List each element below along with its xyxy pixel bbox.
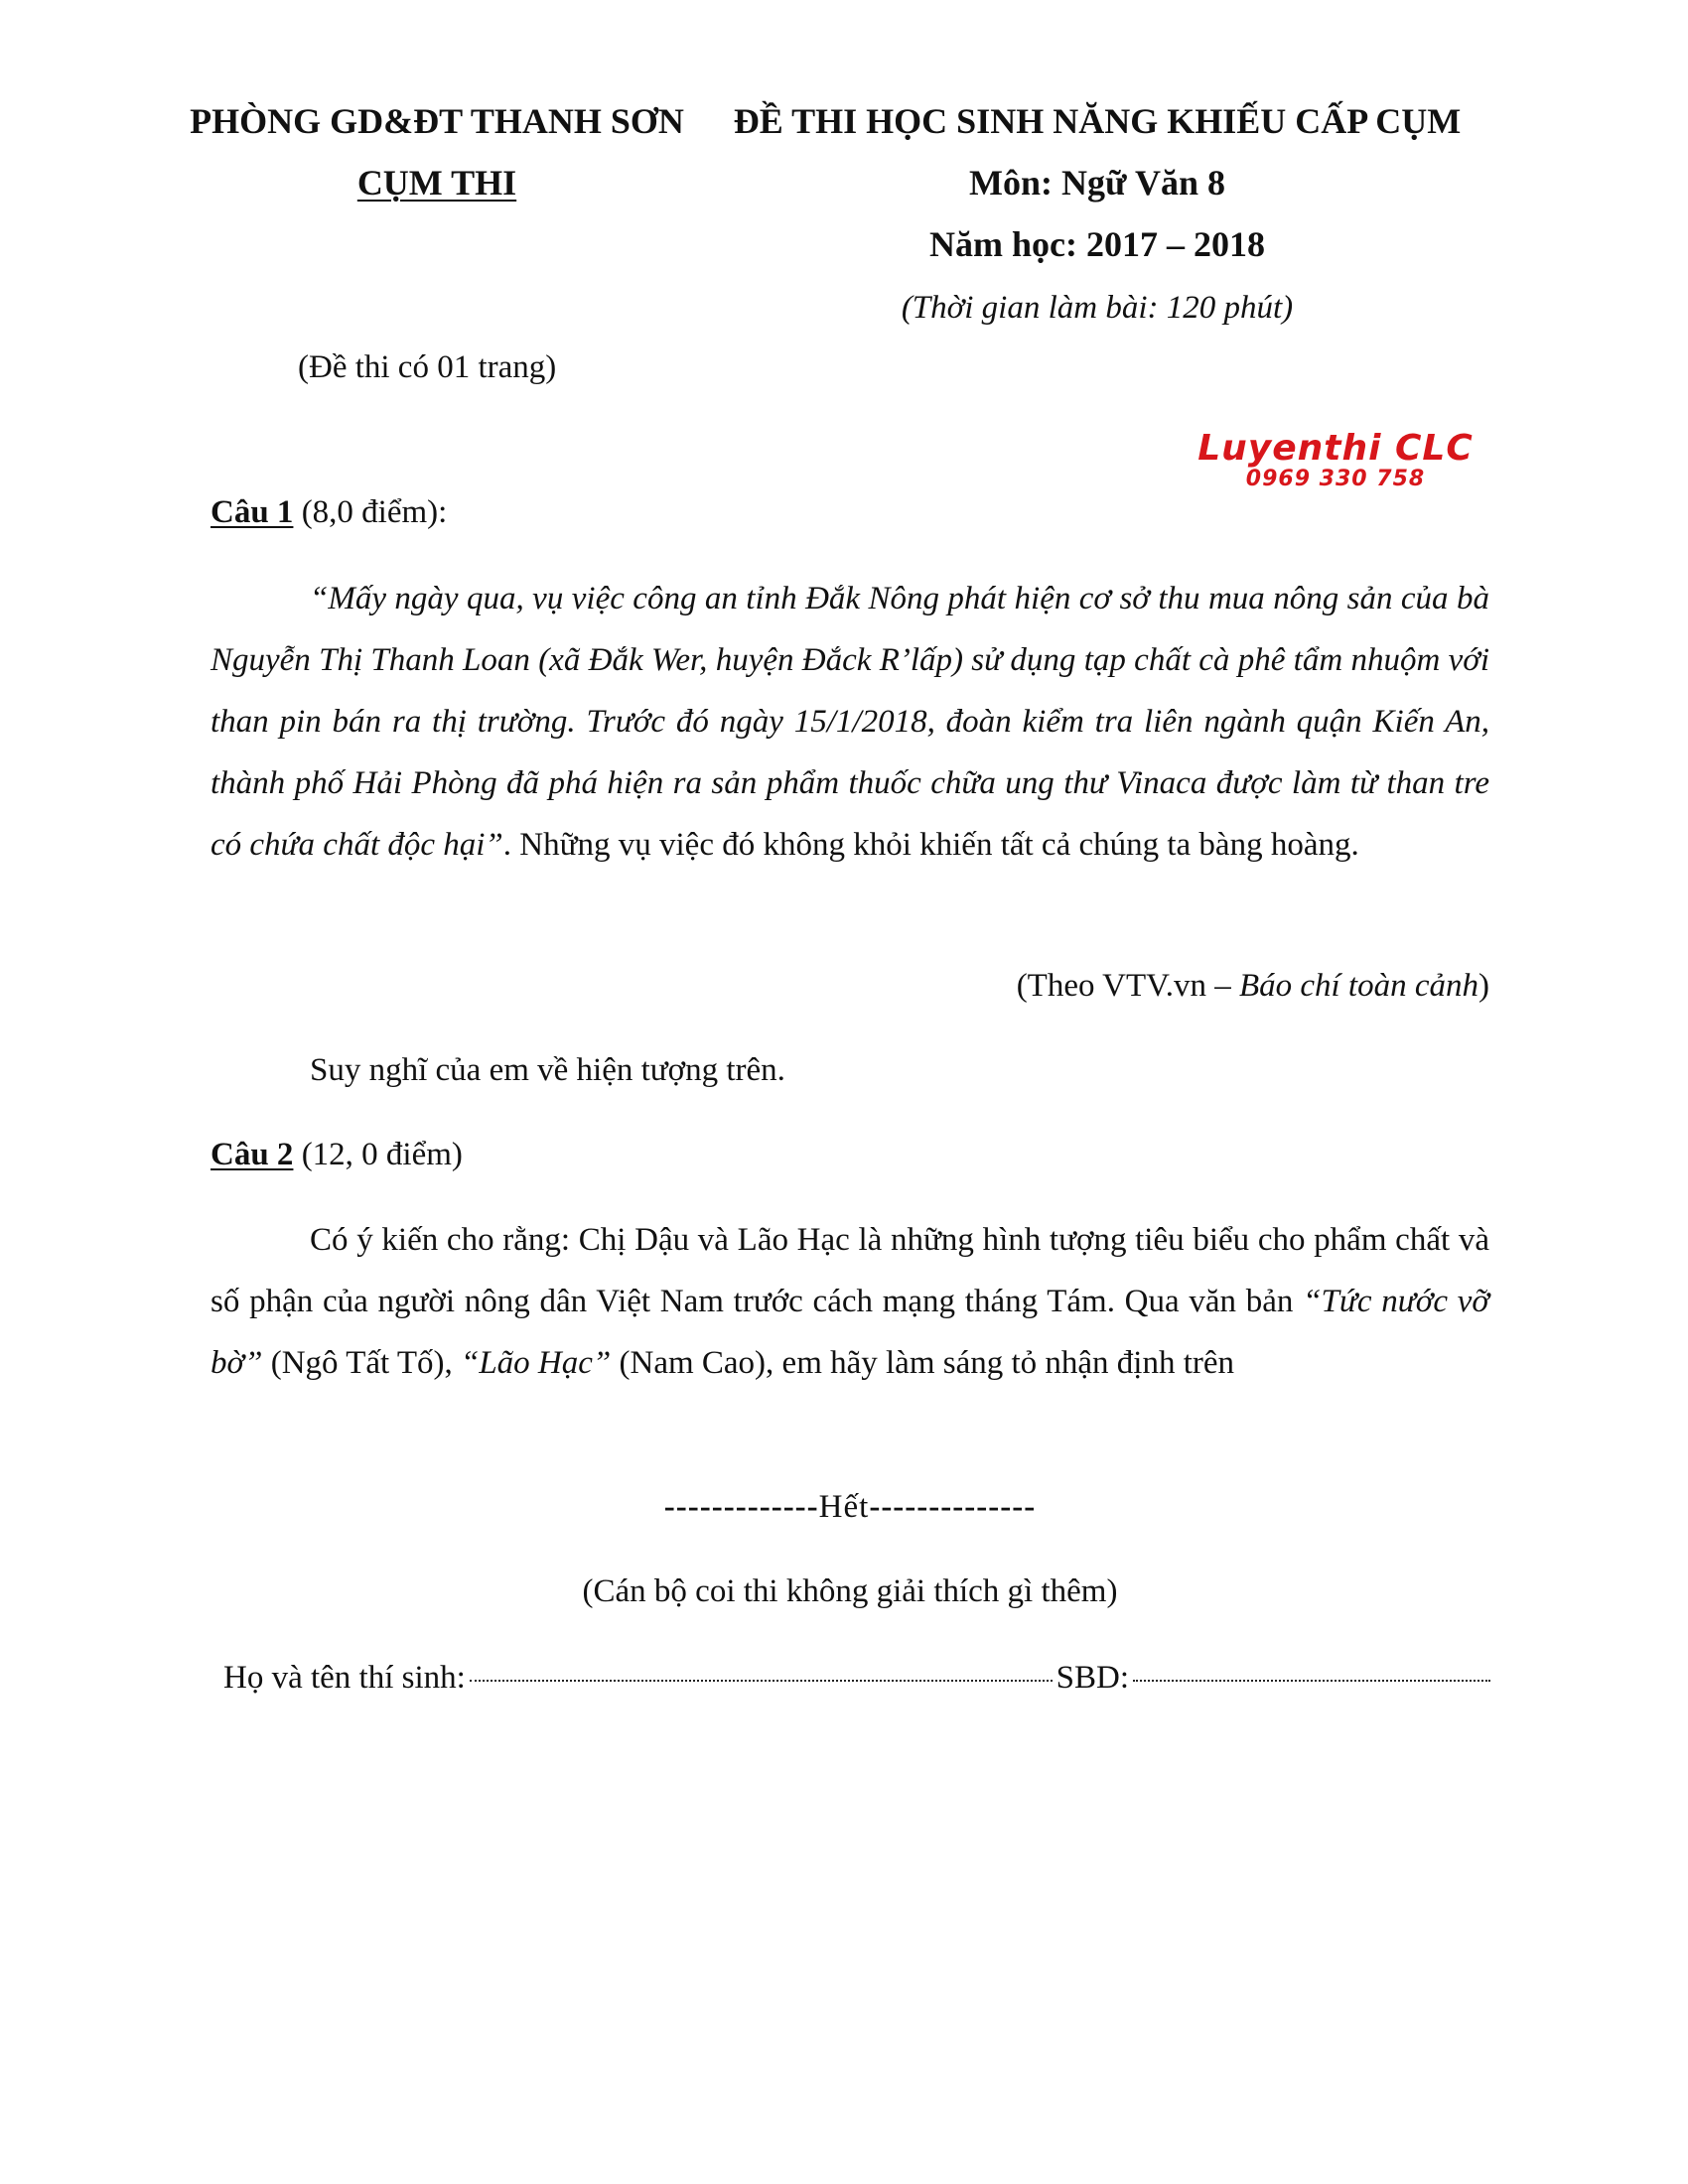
candidate-name-blank[interactable] bbox=[470, 1680, 1053, 1682]
question-1-label: Câu 1 bbox=[211, 494, 294, 530]
candidate-name-label: Họ và tên thí sinh: bbox=[223, 1660, 466, 1696]
question-1-points: (8,0 điểm): bbox=[293, 494, 448, 530]
question-2-author1: (Ngô Tất Tố), bbox=[262, 1345, 461, 1381]
watermark-brand: Luyenthi CLC bbox=[1197, 428, 1474, 469]
candidate-sbd-blank[interactable] bbox=[1133, 1680, 1490, 1682]
question-1-source bbox=[211, 968, 1489, 1005]
cluster-label-text: CỤM THI bbox=[356, 163, 517, 203]
end-marker bbox=[211, 1489, 1489, 1526]
proctor-note: (Cán bộ coi thi không giải thích gì thêm) bbox=[582, 1573, 1118, 1609]
end-word: Hết bbox=[818, 1489, 870, 1525]
watermark-phone: 0969 330 758 bbox=[1245, 467, 1426, 491]
cluster-label bbox=[189, 161, 685, 205]
question-2-heading bbox=[211, 1137, 463, 1173]
question-1-heading bbox=[211, 494, 447, 531]
end-dashes-left: ------------- bbox=[663, 1489, 819, 1525]
question-1-quote-tail: . Những vụ việc đó không khỏi khiến tất cả chúng ta bàng hoàng. bbox=[502, 827, 1359, 863]
question-1-task: Suy nghĩ của em về hiện tượng trên. bbox=[310, 1052, 785, 1088]
question-2-work1: “Tức nước vỡ bờ” bbox=[211, 1284, 1489, 1381]
exam-title: ĐỀ THI HỌC SINH NĂNG KHIẾU CẤP CỤM bbox=[733, 101, 1462, 141]
question-2-body bbox=[211, 1209, 1489, 1394]
watermark-logo bbox=[1177, 429, 1494, 498]
source-title: Báo chí toàn cảnh bbox=[1238, 968, 1478, 1004]
question-2-points: (12, 0 điểm) bbox=[293, 1137, 463, 1172]
question-2-work2: “Lão Hạc” bbox=[460, 1345, 612, 1381]
exam-school-year: Năm học: 2017 – 2018 bbox=[929, 224, 1265, 264]
question-1-quote: “Mấy ngày qua, vụ việc công an tỉnh Đắk Nông phát hiện cơ sở thu mua nông sản của bà Nguyễn Thị Thanh Loan (xã Đắk Wer, huyện Đắck R’lấp) sử dụng tạp chất cà phê tẩm nhuộm với than pin bán ra thị trường. Trước đó ngày 15/1/2018, đoàn kiểm tra liên ngành quận Kiến An, thành phố Hải Phòng đã phá hiện ra sản phẩm thuốc chữa ung thư Vinaca được làm từ than tre có chứa chất độc hại” bbox=[211, 581, 1489, 863]
page-count-note: (Đề thi có 01 trang) bbox=[298, 349, 557, 385]
candidate-info-line bbox=[223, 1660, 1494, 1697]
department-name: PHÒNG GD&ĐT THANH SƠN bbox=[190, 101, 684, 141]
question-2-label: Câu 2 bbox=[211, 1137, 294, 1172]
exam-duration: (Thời gian làm bài: 120 phút) bbox=[901, 290, 1294, 326]
question-2-text-part1: Có ý kiến cho rằng: Chị Dậu và Lão Hạc là những hình tượng tiêu biểu cho phẩm chất và số phận của người nông dân Việt Nam trước cách mạng tháng Tám. Qua văn bản bbox=[211, 1222, 1489, 1319]
end-dashes-right: -------------- bbox=[869, 1489, 1037, 1525]
question-1-passage bbox=[211, 568, 1489, 876]
source-prefix: (Theo VTV.vn – bbox=[1016, 968, 1239, 1004]
exam-subject: Môn: Ngữ Văn 8 bbox=[969, 163, 1225, 203]
candidate-sbd-label: SBD: bbox=[1055, 1660, 1129, 1696]
source-suffix: ) bbox=[1478, 968, 1489, 1004]
question-2-text-part2: (Nam Cao), em hãy làm sáng tỏ nhận định trên bbox=[611, 1345, 1235, 1381]
